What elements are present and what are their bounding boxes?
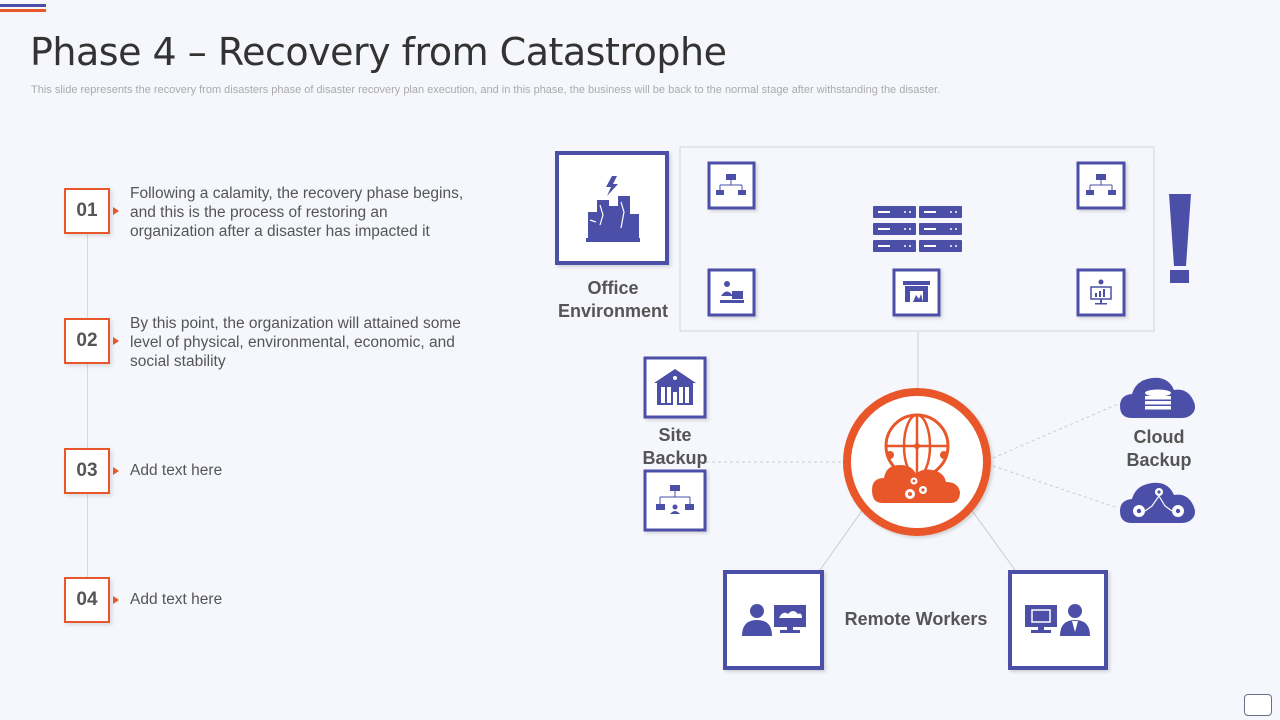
label-line: Backup [642, 448, 708, 468]
label-line: Office [587, 278, 639, 298]
network-icon [1078, 163, 1124, 208]
presentation-icon [1078, 270, 1124, 315]
remote-worker-icon [1010, 572, 1106, 668]
network-icon [645, 471, 705, 530]
globe-cloud-gear-icon [847, 392, 987, 532]
site-backup-label [620, 424, 730, 470]
step-number: 04 [64, 577, 110, 623]
step-number: 01 [64, 188, 110, 234]
remote-worker-icon [725, 572, 822, 668]
label-line: Site [658, 425, 692, 445]
cloud-backup-label [1104, 426, 1214, 472]
step-text: By this point, the organization will attained some level of physical, environmental, economic, and social stability [130, 315, 461, 370]
network-icon [709, 163, 754, 208]
page-subtitle: This slide represents the recovery from disasters phase of disaster recovery plan execution, and in this phase, the business will be back to the normal stage after withstanding the disaster. [31, 84, 941, 96]
exclamation-icon [1169, 194, 1191, 283]
house-icon [645, 358, 705, 417]
user-computer-icon [709, 270, 754, 315]
office-environment-label [548, 277, 678, 323]
disaster-building-icon [557, 153, 667, 263]
database-cloud-icon [1120, 378, 1195, 418]
step-text: Add text here [130, 591, 223, 608]
remote-workers-label: Remote Workers [844, 609, 988, 629]
label-line: Cloud [1133, 427, 1185, 447]
label-line: Environment [557, 301, 668, 321]
label-line: Backup [1126, 450, 1192, 470]
step-number: 02 [64, 318, 110, 364]
page-title: Phase 4 – Recovery from Catastrophe [30, 30, 727, 74]
cloud-gears-icon [1120, 483, 1195, 523]
slide-nav-button[interactable] [1244, 694, 1272, 716]
step-number: 03 [64, 448, 110, 494]
fireplace-icon [894, 270, 939, 315]
step-text: Add text here [130, 462, 223, 479]
step-text: Following a calamity, the recovery phase begins, and this is the process of restoring an organization after a disaster has impacted it [130, 185, 464, 240]
